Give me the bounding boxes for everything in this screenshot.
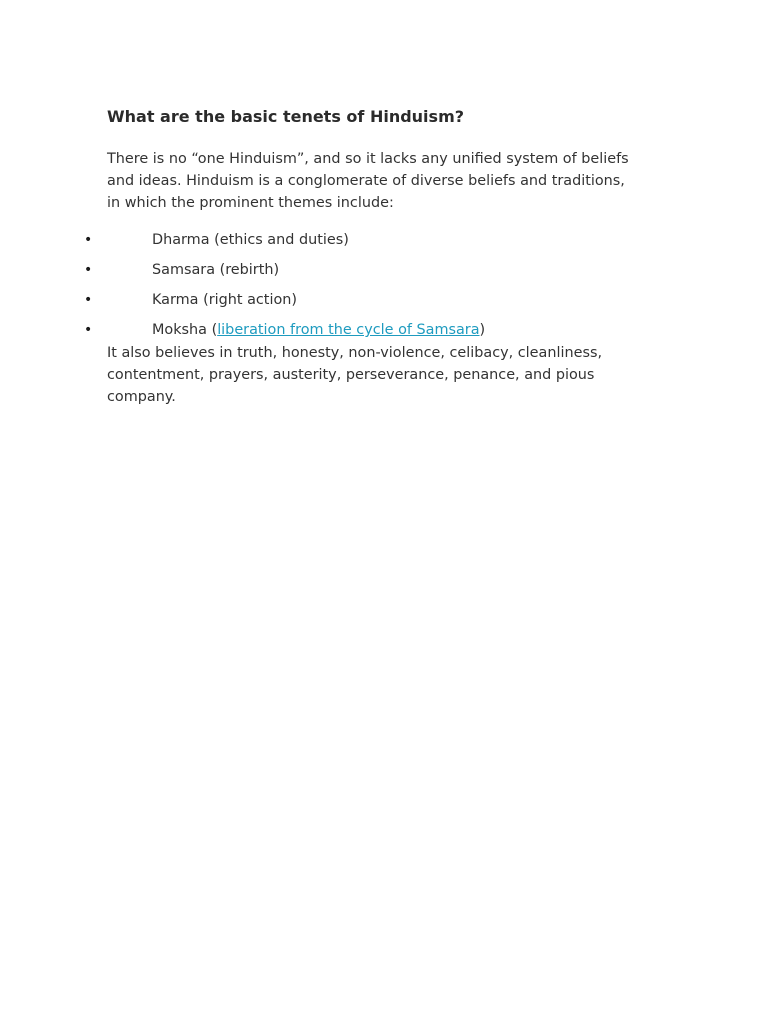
intro-paragraph: [107, 148, 667, 214]
list-item-samsara: [0, 259, 768, 289]
list-item-text: Samsara (rebirth): [152, 262, 280, 278]
bullet-icon: •: [84, 322, 93, 338]
closing-line: It also believes in truth, honesty, non-violence, celibacy, cleanliness,: [107, 345, 603, 361]
samsara-liberation-link[interactable]: liberation from the cycle of Samsara: [217, 322, 480, 338]
closing-line: company.: [107, 389, 176, 405]
closing-line: contentment, prayers, austerity, perseverance, penance, and pious: [107, 367, 595, 383]
list-item-prefix: Moksha (: [152, 322, 218, 338]
list-item-karma: [0, 289, 768, 319]
intro-line: in which the prominent themes include:: [107, 195, 394, 211]
list-item-dharma: [0, 229, 768, 259]
list-item-suffix: ): [479, 322, 486, 338]
bullet-icon: •: [84, 232, 93, 248]
closing-paragraph: [107, 342, 667, 408]
intro-line: and ideas. Hinduism is a conglomerate of diverse beliefs and traditions,: [107, 173, 625, 189]
list-item-text: Karma (right action): [152, 292, 297, 308]
article-heading: What are the basic tenets of Hinduism?: [107, 107, 465, 126]
bullet-icon: •: [84, 292, 93, 308]
list-item-text: Dharma (ethics and duties): [152, 232, 349, 248]
list-item-text: [152, 319, 485, 341]
intro-line: There is no “one Hinduism”, and so it lacks any unified system of beliefs: [107, 151, 629, 167]
bullet-icon: •: [84, 262, 93, 278]
themes-list: [0, 229, 768, 349]
